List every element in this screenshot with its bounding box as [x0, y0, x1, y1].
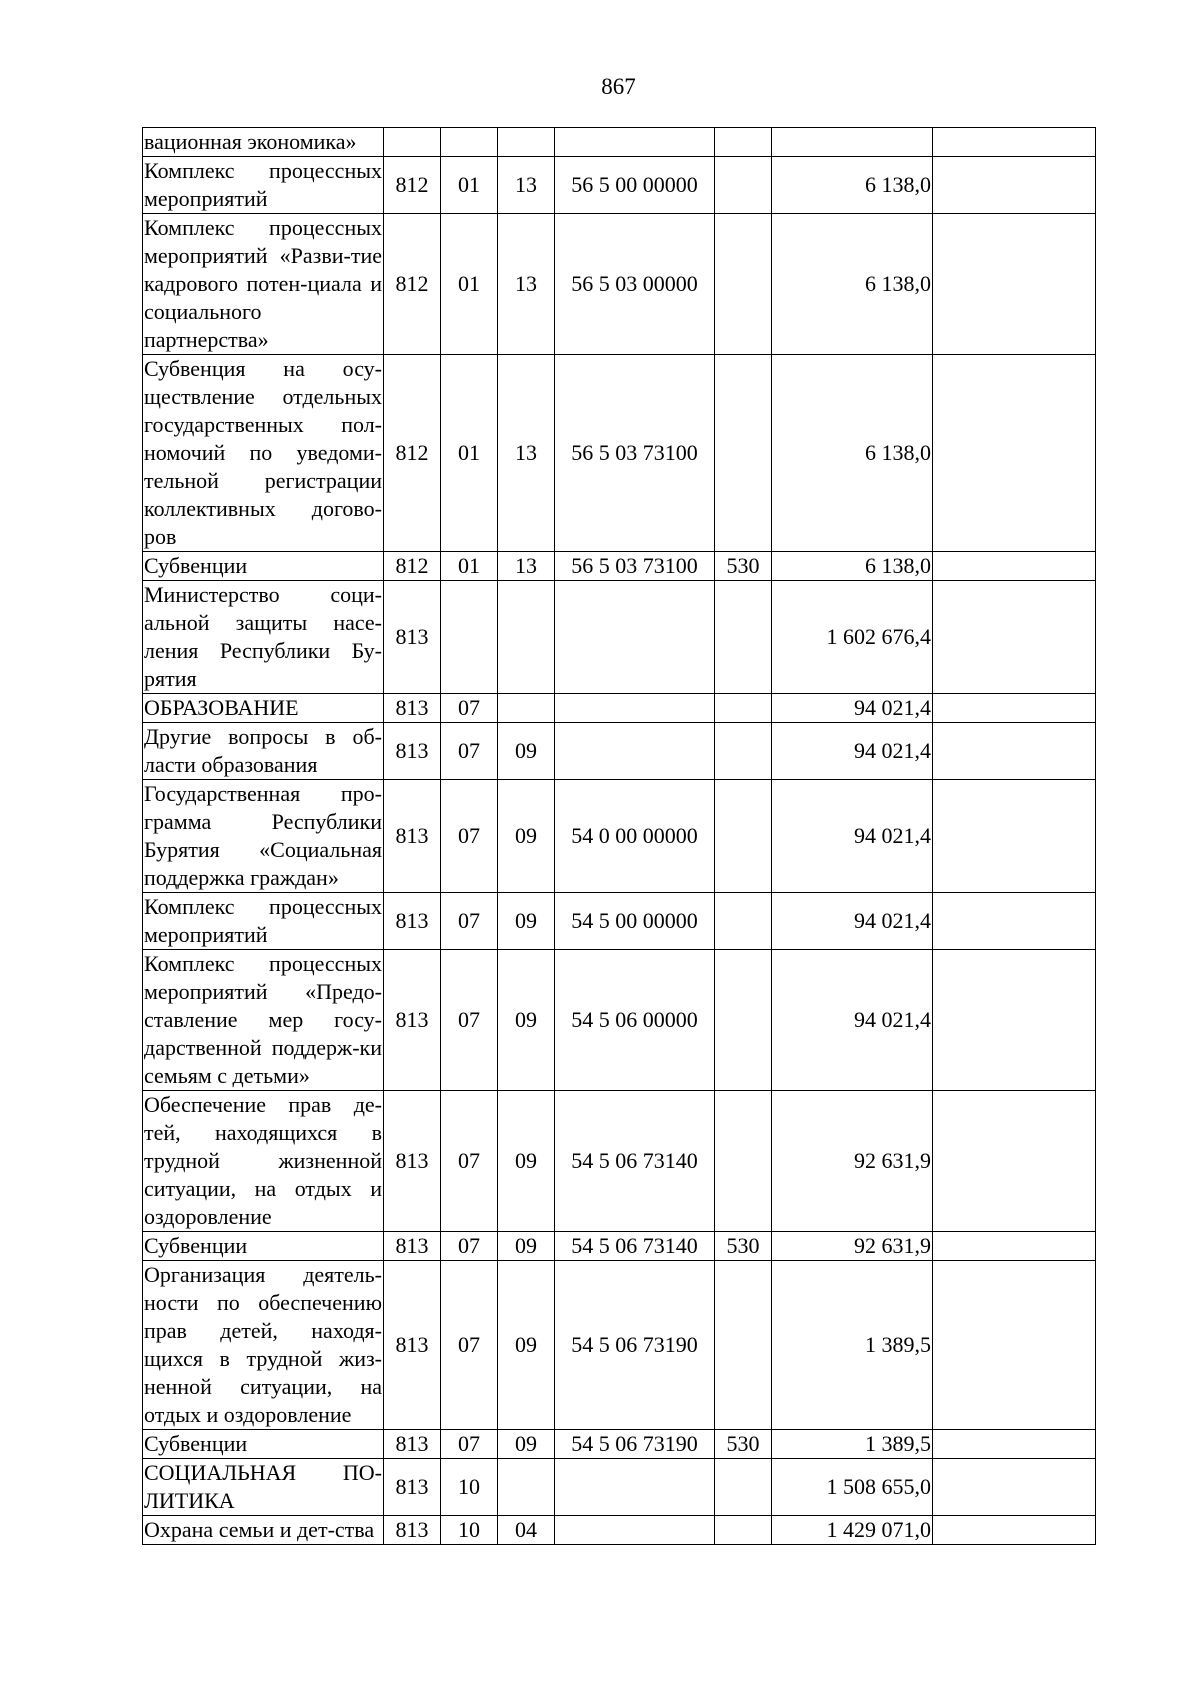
- cell-name: Субвенции: [143, 1232, 384, 1261]
- cell-pr: 09: [498, 950, 555, 1091]
- cell-name: Организация деятель-ности по обеспечению прав детей, находя-щихся в трудной жиз-ненной ситуации, на отдых и оздоровление: [143, 1261, 384, 1430]
- cell-vr: [715, 128, 772, 157]
- cell-empty: [933, 780, 1096, 893]
- cell-name: Комплекс процессных мероприятий «Разви-тие кадрового потен-циала и социального партнерства»: [143, 214, 384, 355]
- table-row: [143, 1261, 1096, 1430]
- cell-sum: [772, 128, 933, 157]
- cell-pr: 09: [498, 1091, 555, 1232]
- cell-sum: 94 021,4: [772, 723, 933, 780]
- cell-name: Охрана семьи и дет-ства: [143, 1516, 384, 1545]
- cell-ved: 813: [384, 1091, 441, 1232]
- cell-ved: [384, 128, 441, 157]
- cell-empty: [933, 1261, 1096, 1430]
- cell-name: Субвенции: [143, 552, 384, 581]
- cell-empty: [933, 355, 1096, 552]
- cell-pr: 09: [498, 1430, 555, 1459]
- cell-empty: [933, 128, 1096, 157]
- cell-pr: [498, 128, 555, 157]
- cell-ved: 812: [384, 157, 441, 214]
- cell-vr: [715, 1261, 772, 1430]
- cell-empty: [933, 214, 1096, 355]
- cell-empty: [933, 1232, 1096, 1261]
- cell-name: Комплекс процессных мероприятий: [143, 893, 384, 950]
- cell-ved: 813: [384, 1459, 441, 1516]
- cell-csr: [555, 1459, 715, 1516]
- cell-ved: 813: [384, 1232, 441, 1261]
- cell-ved: 813: [384, 1261, 441, 1430]
- cell-csr: [555, 581, 715, 694]
- cell-pr: 13: [498, 355, 555, 552]
- cell-sum: 94 021,4: [772, 694, 933, 723]
- table-row: [143, 1091, 1096, 1232]
- cell-ved: 812: [384, 355, 441, 552]
- cell-sum: 1 389,5: [772, 1430, 933, 1459]
- cell-vr: 530: [715, 552, 772, 581]
- table-row: [143, 552, 1096, 581]
- cell-ved: 813: [384, 581, 441, 694]
- cell-csr: 54 5 06 73190: [555, 1261, 715, 1430]
- cell-rz: 01: [441, 157, 498, 214]
- cell-pr: 09: [498, 1232, 555, 1261]
- cell-pr: [498, 581, 555, 694]
- cell-vr: [715, 581, 772, 694]
- cell-sum: 1 429 071,0: [772, 1516, 933, 1545]
- cell-empty: [933, 1459, 1096, 1516]
- table-row: [143, 1459, 1096, 1516]
- cell-rz: 07: [441, 1261, 498, 1430]
- cell-vr: 530: [715, 1232, 772, 1261]
- cell-pr: [498, 1459, 555, 1516]
- table-row: [143, 723, 1096, 780]
- table-row: [143, 893, 1096, 950]
- cell-rz: 07: [441, 1430, 498, 1459]
- cell-csr: [555, 694, 715, 723]
- cell-name: Комплекс процессных мероприятий «Предо-ставление мер госу-дарственной поддерж-ки семьям с детьми»: [143, 950, 384, 1091]
- cell-csr: 54 0 00 00000: [555, 780, 715, 893]
- cell-rz: 07: [441, 780, 498, 893]
- cell-rz: 10: [441, 1516, 498, 1545]
- cell-ved: 813: [384, 950, 441, 1091]
- table-row: [143, 780, 1096, 893]
- cell-pr: 09: [498, 1261, 555, 1430]
- cell-vr: 530: [715, 1430, 772, 1459]
- cell-rz: 01: [441, 214, 498, 355]
- cell-csr: 54 5 06 73140: [555, 1091, 715, 1232]
- cell-ved: 812: [384, 214, 441, 355]
- cell-pr: 09: [498, 723, 555, 780]
- cell-sum: 94 021,4: [772, 780, 933, 893]
- cell-csr: 56 5 03 73100: [555, 552, 715, 581]
- table-row: [143, 1516, 1096, 1545]
- cell-ved: 813: [384, 1430, 441, 1459]
- cell-vr: [715, 157, 772, 214]
- cell-csr: 56 5 00 00000: [555, 157, 715, 214]
- cell-sum: 1 508 655,0: [772, 1459, 933, 1516]
- cell-pr: 13: [498, 552, 555, 581]
- table-row: [143, 694, 1096, 723]
- cell-empty: [933, 157, 1096, 214]
- cell-vr: [715, 694, 772, 723]
- cell-sum: 92 631,9: [772, 1091, 933, 1232]
- cell-csr: 56 5 03 73100: [555, 355, 715, 552]
- cell-name: Субвенции: [143, 1430, 384, 1459]
- cell-vr: [715, 1091, 772, 1232]
- table-row: [143, 1430, 1096, 1459]
- cell-rz: 07: [441, 950, 498, 1091]
- cell-pr: 13: [498, 157, 555, 214]
- cell-vr: [715, 780, 772, 893]
- table-row: [143, 214, 1096, 355]
- cell-rz: 07: [441, 1091, 498, 1232]
- cell-ved: 813: [384, 1516, 441, 1545]
- cell-vr: [715, 723, 772, 780]
- table-row: [143, 355, 1096, 552]
- table-row: [143, 1232, 1096, 1261]
- cell-empty: [933, 893, 1096, 950]
- cell-pr: 04: [498, 1516, 555, 1545]
- cell-pr: [498, 694, 555, 723]
- cell-empty: [933, 1091, 1096, 1232]
- cell-name: СОЦИАЛЬНАЯ ПО-ЛИТИКА: [143, 1459, 384, 1516]
- cell-name: Комплекс процессных мероприятий: [143, 157, 384, 214]
- cell-csr: [555, 1516, 715, 1545]
- cell-sum: 1 389,5: [772, 1261, 933, 1430]
- cell-ved: 812: [384, 552, 441, 581]
- cell-name: Министерство соци-альной защиты насе-ления Республики Бу-рятия: [143, 581, 384, 694]
- cell-csr: 54 5 06 73190: [555, 1430, 715, 1459]
- cell-rz: 07: [441, 893, 498, 950]
- cell-sum: 6 138,0: [772, 214, 933, 355]
- budget-table: [142, 127, 1096, 1545]
- cell-empty: [933, 694, 1096, 723]
- cell-name: вационная экономика»: [143, 128, 384, 157]
- cell-rz: 01: [441, 552, 498, 581]
- cell-pr: 09: [498, 780, 555, 893]
- cell-name: Другие вопросы в об-ласти образования: [143, 723, 384, 780]
- cell-vr: [715, 1516, 772, 1545]
- cell-csr: 54 5 00 00000: [555, 893, 715, 950]
- cell-pr: 09: [498, 893, 555, 950]
- cell-ved: 813: [384, 694, 441, 723]
- cell-pr: 13: [498, 214, 555, 355]
- cell-empty: [933, 1516, 1096, 1545]
- cell-sum: 92 631,9: [772, 1232, 933, 1261]
- cell-sum: 6 138,0: [772, 355, 933, 552]
- cell-vr: [715, 950, 772, 1091]
- cell-rz: [441, 581, 498, 694]
- cell-empty: [933, 950, 1096, 1091]
- cell-vr: [715, 1459, 772, 1516]
- cell-empty: [933, 581, 1096, 694]
- table-body: [143, 128, 1096, 1545]
- cell-rz: 01: [441, 355, 498, 552]
- cell-sum: 6 138,0: [772, 157, 933, 214]
- table-row: [143, 128, 1096, 157]
- cell-csr: 54 5 06 73140: [555, 1232, 715, 1261]
- cell-name: Государственная про-грамма Республики Бурятия «Социальная поддержка граждан»: [143, 780, 384, 893]
- cell-csr: [555, 723, 715, 780]
- cell-name: Обеспечение прав де-тей, находящихся в трудной жизненной ситуации, на отдых и оздоровление: [143, 1091, 384, 1232]
- cell-vr: [715, 355, 772, 552]
- cell-rz: 07: [441, 723, 498, 780]
- cell-vr: [715, 214, 772, 355]
- cell-csr: 54 5 06 00000: [555, 950, 715, 1091]
- cell-rz: [441, 128, 498, 157]
- cell-name: Субвенция на осу-ществление отдельных государственных пол-номочий по уведоми-тельной регистрации коллективных догово-ров: [143, 355, 384, 552]
- table-row: [143, 950, 1096, 1091]
- cell-empty: [933, 1430, 1096, 1459]
- cell-csr: [555, 128, 715, 157]
- cell-ved: 813: [384, 723, 441, 780]
- cell-ved: 813: [384, 893, 441, 950]
- cell-csr: 56 5 03 00000: [555, 214, 715, 355]
- cell-rz: 07: [441, 694, 498, 723]
- cell-name: ОБРАЗОВАНИЕ: [143, 694, 384, 723]
- cell-sum: 6 138,0: [772, 552, 933, 581]
- page-number: 867: [601, 74, 636, 99]
- table-row: [143, 581, 1096, 694]
- cell-vr: [715, 893, 772, 950]
- table-row: [143, 157, 1096, 214]
- cell-rz: 07: [441, 1232, 498, 1261]
- cell-sum: 1 602 676,4: [772, 581, 933, 694]
- cell-empty: [933, 723, 1096, 780]
- cell-sum: 94 021,4: [772, 950, 933, 1091]
- cell-rz: 10: [441, 1459, 498, 1516]
- cell-empty: [933, 552, 1096, 581]
- cell-ved: 813: [384, 780, 441, 893]
- cell-sum: 94 021,4: [772, 893, 933, 950]
